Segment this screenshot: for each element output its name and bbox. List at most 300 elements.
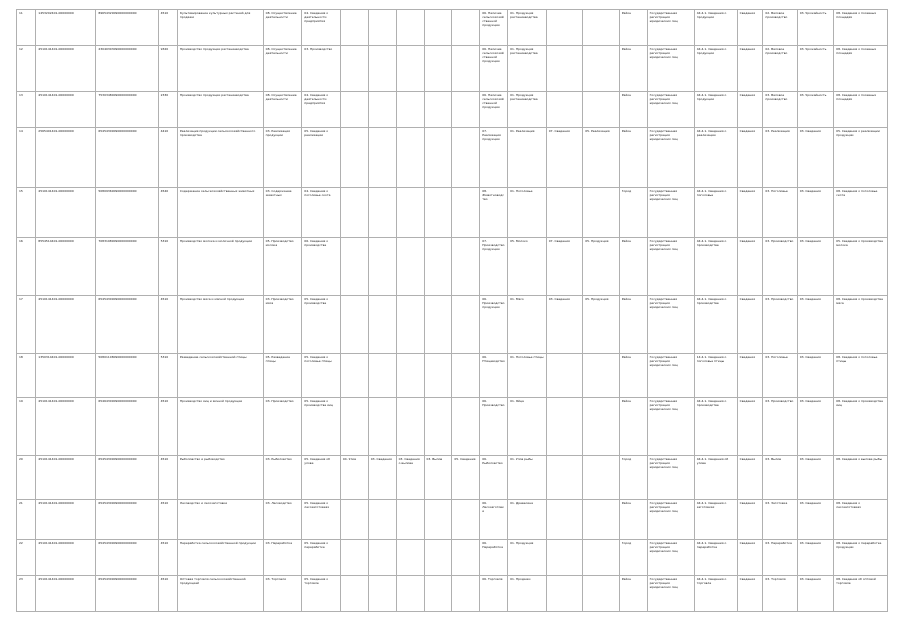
table-cell: 4510 <box>158 540 177 576</box>
table-cell: 44.4.1. Сведения о продукции <box>694 46 737 92</box>
table-cell: 06. Производство <box>480 398 508 456</box>
table-cell <box>368 500 396 540</box>
table-cell: 44.4.1. Сведения о производстве <box>694 296 737 354</box>
table-cell: 4510141401-00000000 <box>36 92 96 128</box>
table-cell: Производство продукции растениеводства <box>177 92 263 128</box>
table-cell: 4510141401-00000000 <box>36 398 96 456</box>
table-cell: 21 <box>17 500 36 540</box>
table-cell: 05. Сведения о лесозаготовках <box>302 500 341 540</box>
table-cell: Производство мяса и мясной продукции <box>177 296 263 354</box>
table-cell: 03. Содержание животных <box>263 188 302 238</box>
table-cell <box>340 128 368 188</box>
table-cell: 44.4.1. Сведения о переработке <box>694 540 737 576</box>
table-cell <box>368 128 396 188</box>
table-cell: 89654329090000000000 <box>96 10 158 46</box>
table-cell: Сведения <box>737 296 763 354</box>
table-cell: 4510 <box>158 296 177 354</box>
table-cell: 5310 <box>158 238 177 296</box>
table-cell <box>452 398 480 456</box>
table-cell <box>583 10 619 46</box>
table-cell <box>583 500 619 540</box>
table-cell <box>583 46 619 92</box>
table-cell: 4510141401-00000000 <box>36 46 96 92</box>
table-cell: 05. Производство молока <box>263 238 302 296</box>
table-cell <box>396 500 424 540</box>
table-cell: 01. Яйца <box>508 398 547 456</box>
table-cell <box>340 354 368 398</box>
table-cell: 08. Осуществление деятельности <box>263 10 302 46</box>
table-cell: 65454309090000000000 <box>96 128 158 188</box>
table-cell <box>583 540 619 576</box>
table-cell <box>396 540 424 576</box>
table-cell <box>424 188 452 238</box>
table-cell: 01. Продукция растениеводства <box>508 92 547 128</box>
table-cell <box>583 354 619 398</box>
table-cell: 05. Сведения о производстве яиц <box>302 398 341 456</box>
table-cell: Район <box>619 296 647 354</box>
table-row <box>17 92 888 128</box>
table-cell: 05. Сведения об улове <box>302 456 341 500</box>
table-cell <box>396 398 424 456</box>
table-cell: 01. Поголовье <box>508 188 547 238</box>
table-cell: 03. Сведения <box>546 296 582 354</box>
table-cell: 04. Сведения о поголовье скота <box>302 188 341 238</box>
table-cell: 4510 <box>158 576 177 612</box>
table-cell: 03. Поголовье <box>763 354 797 398</box>
table-cell: 65454309090000000000 <box>96 576 158 612</box>
table-cell: Переработка сельскохозяйственной продукции <box>177 540 263 576</box>
table-cell <box>546 354 582 398</box>
table-cell: 75303480090000000000 <box>96 92 158 128</box>
table-cell <box>340 188 368 238</box>
table-cell: 4510 <box>158 398 177 456</box>
table-cell: 44.4.1. Сведения о производстве <box>694 398 737 456</box>
table-cell: 01. Поголовье птицы <box>508 354 547 398</box>
table-cell <box>546 500 582 540</box>
table-cell: 03. Торговля <box>763 576 797 612</box>
table-cell: 08. Сведения о посевных площадях <box>834 92 888 128</box>
table-cell: 05. Разведение птицы <box>263 354 302 398</box>
table-cell: 4510141401-00000000 <box>36 456 96 500</box>
table-cell: 03. Рыболовство <box>263 456 302 500</box>
table-cell: 04. Сведения о деятельности предприятия <box>302 92 341 128</box>
table-cell: 02. Валовое производство <box>763 46 797 92</box>
table-cell: 05. Сведения о торговле <box>302 576 341 612</box>
table-cell: 18 <box>17 354 36 398</box>
table-cell: 2565401401-00000000 <box>36 128 96 188</box>
table-cell <box>396 10 424 46</box>
table-cell: Район <box>619 398 647 456</box>
table-cell <box>424 354 452 398</box>
table-cell: 12 <box>17 46 36 92</box>
table-cell: Государственная регистрация юридических лиц <box>647 540 694 576</box>
table-cell: Рыболовство и рыбоводство <box>177 456 263 500</box>
table-cell: 01. Продукция растениеводства <box>508 10 547 46</box>
table-cell: 44.4.1. Сведения о заготовках <box>694 500 737 540</box>
table-cell: 01. Продукция <box>508 540 547 576</box>
table-cell: 05. Сведения о реализации продукции <box>834 128 888 188</box>
table-cell: 44.4.1. Сведения о реализации <box>694 128 737 188</box>
table-cell <box>424 128 452 188</box>
table-cell: 03. Сведения о вылове <box>396 456 424 500</box>
table-cell: Государственная регистрация юридических лиц <box>647 500 694 540</box>
table-cell: 19 <box>17 398 36 456</box>
table-cell: 4510 <box>158 500 177 540</box>
table-cell: 04. Сведения о деятельности предприятия <box>302 10 341 46</box>
table-cell: 03. Поголовье <box>763 188 797 238</box>
table-cell: 03. Производство <box>263 398 302 456</box>
table-cell <box>424 92 452 128</box>
table-cell: 50809369090000000000 <box>96 188 158 238</box>
table-row <box>17 46 888 92</box>
table-cell: 44.4.1. Сведения об улове <box>694 456 737 500</box>
table-cell: 50801108090000000000 <box>96 354 158 398</box>
table-cell <box>340 540 368 576</box>
table-cell: 03. Урожайность <box>797 92 833 128</box>
table-cell: 06. Производство продукции <box>480 296 508 354</box>
table-cell: 08. Сведения о лесозаготовках <box>834 500 888 540</box>
table-cell: Производство яиц и яичной продукции <box>177 398 263 456</box>
table-row <box>17 10 888 46</box>
table-cell <box>583 576 619 612</box>
table-cell: 4510 <box>158 456 177 500</box>
table-cell: Государственная регистрация юридических лиц <box>647 188 694 238</box>
table-cell: Район <box>619 128 647 188</box>
table-cell: Сведения <box>737 92 763 128</box>
table-cell: 08. Осуществление деятельности <box>263 92 302 128</box>
table-cell <box>424 296 452 354</box>
table-cell: 44.4.1. Сведения о поголовье <box>694 188 737 238</box>
table-cell: 03. Сведения <box>797 354 833 398</box>
table-cell <box>340 46 368 92</box>
table-cell: 2330 <box>158 92 177 128</box>
table-cell: Государственная регистрация юридических лиц <box>647 92 694 128</box>
table-cell: 06. Наличие сельскохозяйственной продукции <box>480 92 508 128</box>
table-row <box>17 354 888 398</box>
table-cell: 04. Улов <box>340 456 368 500</box>
table-cell: 03. Реализация <box>763 128 797 188</box>
table-cell: 06. Сведения о производстве <box>302 238 341 296</box>
table-cell <box>452 10 480 46</box>
table-cell <box>546 576 582 612</box>
table-cell: 17 <box>17 296 36 354</box>
table-cell: 65454309090000000000 <box>96 296 158 354</box>
table-cell: Район <box>619 10 647 46</box>
table-row <box>17 238 888 296</box>
table-cell <box>368 296 396 354</box>
table-cell: 11 <box>17 10 36 46</box>
table-cell: 01. Продажи <box>508 576 547 612</box>
table-cell: 15 <box>17 188 36 238</box>
table-cell: 06. Рыболовство <box>480 456 508 500</box>
table-cell: 03. Торговля <box>263 576 302 612</box>
table-cell <box>452 576 480 612</box>
table-cell: 44.4.1. Сведения о продукции <box>694 10 737 46</box>
table-cell <box>340 296 368 354</box>
table-cell: 08. Сведения о поголовье скота <box>834 188 888 238</box>
table-cell: 03. Лесоводство <box>263 500 302 540</box>
table-cell <box>396 238 424 296</box>
table-cell: 05. Сведения о производстве <box>302 296 341 354</box>
table-row <box>17 540 888 576</box>
table-cell: 4410 <box>158 128 177 188</box>
table-cell: Сведения <box>737 354 763 398</box>
table-cell: 65454309090000000000 <box>96 456 158 500</box>
table-cell <box>546 92 582 128</box>
table-cell <box>368 92 396 128</box>
table-row <box>17 188 888 238</box>
table-cell: 08. Сведения о поголовье птицы <box>834 354 888 398</box>
table-cell: 13 <box>17 92 36 128</box>
table-cell: 03. Сведения <box>797 540 833 576</box>
table-cell <box>396 354 424 398</box>
table-cell: Культивирование культурных растений для продажи <box>177 10 263 46</box>
table-cell: Район <box>619 500 647 540</box>
table-cell <box>368 238 396 296</box>
table-cell: 07. Реализация продукции <box>480 128 508 188</box>
table-cell: 03. Сведения <box>797 296 833 354</box>
table-cell <box>340 92 368 128</box>
table-cell <box>452 46 480 92</box>
table-cell <box>424 500 452 540</box>
table-cell: Государственная регистрация юридических лиц <box>647 398 694 456</box>
table-cell <box>368 398 396 456</box>
table-cell: 03. Сведения <box>797 576 833 612</box>
table-cell: 44.4.1. Сведения о продукции <box>694 92 737 128</box>
table-cell: 03. Переработка <box>763 540 797 576</box>
table-cell: 03. Производство <box>302 46 341 92</box>
table-cell <box>368 46 396 92</box>
table-cell: 4510 <box>158 10 177 46</box>
table-cell <box>424 540 452 576</box>
table-cell: 44.4.1. Сведения о производстве <box>694 238 737 296</box>
table-cell <box>583 456 619 500</box>
table-cell: 01. Реализация <box>508 128 547 188</box>
table-cell: 03. Производство мяса <box>263 296 302 354</box>
table-cell: Сведения <box>737 10 763 46</box>
table-cell <box>546 188 582 238</box>
table-cell: Город <box>619 456 647 500</box>
table-cell <box>368 576 396 612</box>
table-cell <box>452 238 480 296</box>
table-cell: 1453202401-00000000 <box>36 10 96 46</box>
table-cell <box>583 398 619 456</box>
table-cell: Государственная регистрация юридических лиц <box>647 46 694 92</box>
table-row <box>17 576 888 612</box>
table-cell: 08. Сведения об оптовой торговле <box>834 576 888 612</box>
table-row <box>17 398 888 456</box>
table-cell: 65464309090000000000 <box>96 398 158 456</box>
table-cell: 16 <box>17 238 36 296</box>
table-cell: 06. Наличие сельскохозяйственной продукции <box>480 10 508 46</box>
table-cell <box>368 188 396 238</box>
table-row <box>17 500 888 540</box>
table-cell: 03. Сведения <box>797 398 833 456</box>
table-cell: 03. Вылов <box>763 456 797 500</box>
table-cell: 23 <box>17 576 36 612</box>
table-cell: 4510141401-00000000 <box>36 188 96 238</box>
table-cell: 22 <box>17 540 36 576</box>
table-cell: 06. Торговля <box>480 576 508 612</box>
table-cell: Сведения <box>737 576 763 612</box>
table-cell: 8554514401-00000000 <box>36 238 96 296</box>
table-cell: Реализация продукции сельскохозяйственного производства <box>177 128 263 188</box>
table-cell: 08. Сведения о посевных площадях <box>834 46 888 92</box>
table-cell: 08. Сведения о переработке продукции <box>834 540 888 576</box>
table-cell: Государственная регистрация юридических лиц <box>647 576 694 612</box>
table-cell: 03. Заготовка <box>763 500 797 540</box>
table-cell: 03. Сведения <box>368 456 396 500</box>
table-cell: 9320 <box>158 46 177 92</box>
table-cell <box>368 10 396 46</box>
table-row <box>17 296 888 354</box>
table-cell: 05. Продукция <box>583 238 619 296</box>
table-cell: 02. Валовое производство <box>763 10 797 46</box>
table-cell <box>583 92 619 128</box>
table-cell: 03. Производство <box>763 398 797 456</box>
table-cell: 20 <box>17 456 36 500</box>
table-cell: Город <box>619 188 647 238</box>
table-cell <box>396 576 424 612</box>
table-cell: 65454309090000000000 <box>96 500 158 540</box>
table-cell: 06. Переработка <box>480 540 508 576</box>
table-cell: 03. Производство <box>763 296 797 354</box>
table-cell: 08. Сведения о производстве мяса <box>834 296 888 354</box>
table-cell: 08. Осуществление деятельности <box>263 46 302 92</box>
table-cell <box>452 296 480 354</box>
table-cell: 05. Продукция <box>583 296 619 354</box>
table-cell: Сведения <box>737 456 763 500</box>
table-cell <box>583 188 619 238</box>
table-cell: 08. Сведения о вылове рыбы <box>834 456 888 500</box>
table-cell <box>340 10 368 46</box>
table-row <box>17 456 888 500</box>
table-row <box>17 128 888 188</box>
table-cell: 05. Сведения о реализации <box>302 128 341 188</box>
table-cell <box>546 46 582 92</box>
table-cell: 03. Сведения <box>797 188 833 238</box>
table-cell: 03. Сведения <box>797 500 833 540</box>
table-cell <box>452 92 480 128</box>
table-cell: Район <box>619 92 647 128</box>
table-cell <box>396 296 424 354</box>
table-cell: 06. Лесозаготовки <box>480 500 508 540</box>
table-cell <box>424 398 452 456</box>
table-cell <box>452 500 480 540</box>
table-cell: 4540 <box>158 188 177 238</box>
table-cell: 03. Урожайность <box>797 46 833 92</box>
table-cell: 14.4.1. Сведения о поголовье птицы <box>694 354 737 398</box>
table-cell: Производство продукции растениеводства <box>177 46 263 92</box>
table-cell: 01. Продукция растениеводства <box>508 46 547 92</box>
table-cell: 05. Сведения о производстве молока <box>834 238 888 296</box>
table-cell: 06. Наличие сельскохозяйственной продукции <box>480 46 508 92</box>
table-cell <box>396 188 424 238</box>
table-cell <box>340 576 368 612</box>
table-cell <box>396 128 424 188</box>
table-cell: 03. Переработка <box>263 540 302 576</box>
table-cell: Лесоводство и лесозаготовки <box>177 500 263 540</box>
table-cell: Сведения <box>737 540 763 576</box>
table-cell: Район <box>619 238 647 296</box>
table-cell: 5310 <box>158 354 177 398</box>
table-cell: 05. Сведения о переработке <box>302 540 341 576</box>
table-cell <box>368 540 396 576</box>
table-cell <box>546 456 582 500</box>
table-cell: 65454309090000000000 <box>96 540 158 576</box>
table-cell: 08. Сведения о посевных площадях <box>834 10 888 46</box>
table-cell: 70831989090000000000 <box>96 238 158 296</box>
table-cell: Государственная регистрация юридических лиц <box>647 10 694 46</box>
table-cell <box>424 10 452 46</box>
table-cell <box>424 238 452 296</box>
table-cell: 01. Мясо <box>508 296 547 354</box>
table-cell: 03. Урожайность <box>797 10 833 46</box>
table-cell <box>452 188 480 238</box>
table-cell <box>424 46 452 92</box>
table-cell: 07. Сведения <box>546 128 582 188</box>
table-cell: 05. Молоко <box>508 238 547 296</box>
table-cell: 4510141401-00000000 <box>36 540 96 576</box>
table-cell <box>452 540 480 576</box>
table-cell: 4510141401-00000000 <box>36 296 96 354</box>
table-cell <box>546 540 582 576</box>
table-cell: 05. Сведения о поголовье птицы <box>302 354 341 398</box>
table-cell: Сведения <box>737 238 763 296</box>
table-cell: Разведение сельскохозяйственной птицы <box>177 354 263 398</box>
table-cell: 07. Сведения <box>546 238 582 296</box>
table-cell: 03. Вылов <box>424 456 452 500</box>
table-cell: Оптовая торговля сельскохозяйственной продукцией <box>177 576 263 612</box>
table-cell: 4510141401-00000000 <box>36 576 96 612</box>
table-cell <box>396 46 424 92</box>
table-cell: 14 <box>17 128 36 188</box>
table-cell: Государственная регистрация юридических лиц <box>647 296 694 354</box>
table-cell: 07. Производство продукции <box>480 238 508 296</box>
table-cell: Сведения <box>737 46 763 92</box>
table-cell: Сведения <box>737 128 763 188</box>
table-cell: 03. Сведения <box>797 128 833 188</box>
table-cell: Район <box>619 46 647 92</box>
table-cell: Район <box>619 576 647 612</box>
table-cell: 01. Древесина <box>508 500 547 540</box>
table-cell <box>368 354 396 398</box>
table-cell: Сведения <box>737 188 763 238</box>
table-cell <box>424 576 452 612</box>
table-cell <box>546 10 582 46</box>
table-cell <box>340 398 368 456</box>
table-cell: 08. Сведения о производстве яиц <box>834 398 888 456</box>
table-cell: Государственная регистрация юридических лиц <box>647 456 694 500</box>
table-cell: Сведения <box>737 500 763 540</box>
table-cell: 01. Улов рыбы <box>508 456 547 500</box>
table-cell: Город <box>619 540 647 576</box>
table-cell <box>396 92 424 128</box>
table-cell: 1350314401-00000000 <box>36 354 96 398</box>
table-cell <box>340 500 368 540</box>
table-cell: 23040303090000000000 <box>96 46 158 92</box>
table-cell: 05. Реализация <box>583 128 619 188</box>
table-cell: 03. Сведения <box>797 456 833 500</box>
table-cell: Государственная регистрация юридических лиц <box>647 128 694 188</box>
table-cell: 05. Сведения <box>452 456 480 500</box>
table-cell <box>452 354 480 398</box>
data-table <box>16 9 888 612</box>
table-cell: 08. Животноводство <box>480 188 508 238</box>
table-cell: Производство молока и молочной продукции <box>177 238 263 296</box>
table-cell: 03. Сведения <box>797 238 833 296</box>
table-cell: Государственная регистрация юридических лиц <box>647 238 694 296</box>
